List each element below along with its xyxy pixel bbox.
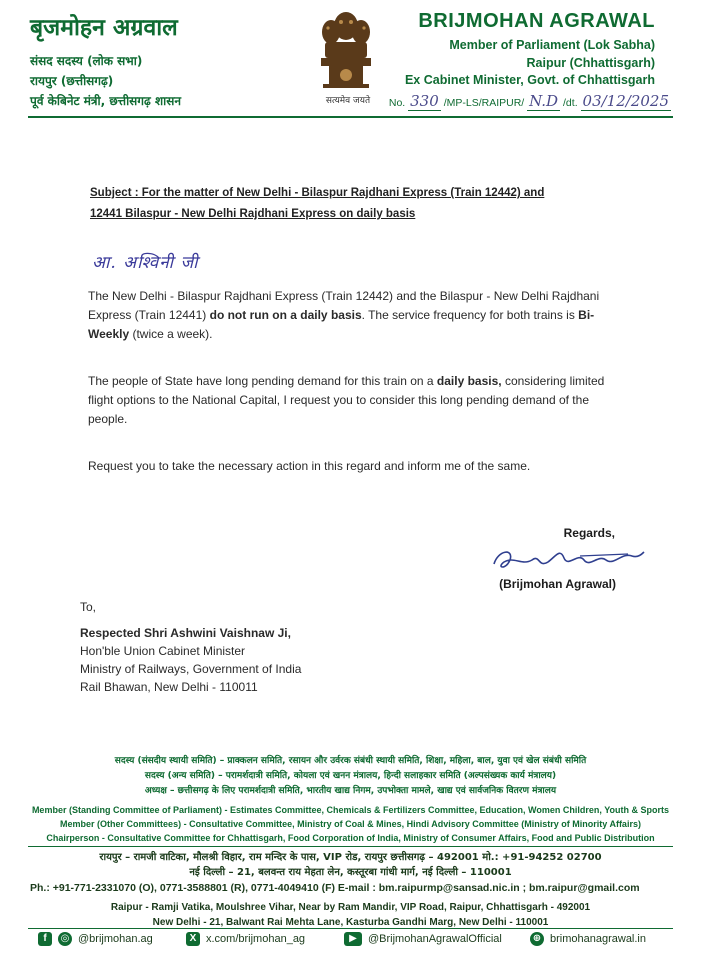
footer-english-committees	[0, 803, 701, 845]
signature-image	[488, 538, 648, 578]
ref-date-label: /dt.	[563, 97, 578, 109]
paragraph-2	[88, 372, 624, 429]
subject-line-1: Subject : For the matter of New Delhi - Bilaspur Rajdhani Express (Train 12442) and	[90, 187, 545, 199]
x-handle: x.com/brijmohan_ag	[206, 933, 306, 945]
english-designation-2: Raipur (Chhattisgarh)	[526, 56, 655, 70]
hindi-designation-1: संसद सदस्य (लोक सभा)	[30, 54, 143, 68]
social-x-link[interactable]	[186, 932, 305, 946]
hindi-name-heading: बृजमोहन अग्रवाल	[30, 15, 178, 41]
english-committee-1: Member (Standing Committee of Parliament) - Estimates Committee, Chemicals & Fertilizers Committee, Education, Women Children, Youth & Sports	[31, 805, 670, 815]
ref-nd: N.D	[529, 92, 559, 110]
recipient-line-2: Ministry of Railways, Government of India	[80, 662, 302, 676]
p2-text-a: The people of State have long pending demand for this train on a	[88, 374, 437, 388]
hindi-committee-2: सदस्य (अन्य समिति) – परामर्शदात्री समिति, कोयला एवं खनन मंत्रालय, हिन्दी सलाहकार समिति (अल्पसंख्यक कार्य मंत्रालय)	[144, 771, 557, 781]
subject-line-2: 12441 Bilaspur - New Delhi Rajdhani Express on daily basis	[90, 208, 416, 220]
hindi-committee-3: अध्यक्ष – छत्तीसगढ़ के लिए परामर्शदात्री समिति, भारतीय खाद्य निगम, उपभोक्ता मामले, खाद्य एवं सार्वजनिक वितरण मंत्रालय	[144, 786, 557, 796]
hindi-address-raipur: रायपुर – रामजी वाटिका, मौलश्री विहार, राम मन्दिर के पास, VIP रोड, रायपुर छत्तीसगढ़ – 492001 मो.: +91-94252 02700	[99, 852, 602, 863]
social-website-link[interactable]	[530, 932, 646, 946]
regards: Regards,	[563, 526, 615, 540]
x-icon: X	[186, 932, 200, 946]
hindi-committee-1: सदस्य (संसदीय स्थायी समिति) – प्राक्कलन समिति, रसायन और उर्वरक संबंधी स्थायी समिति, शिक्षा, महिला, बाल, युवा एवं खेल संबंधी समिति	[114, 756, 587, 766]
youtube-handle: @BrijmohanAgrawalOfficial	[368, 933, 502, 945]
hindi-address-delhi: नई दिल्ली – 21, बलवन्त राय मेहता लेन, कस्तूरबा गांधी मार्ग, नई दिल्ली – 110001	[189, 867, 512, 878]
p1-text-c: (twice a week).	[129, 327, 213, 341]
hindi-designation-2: रायपुर (छत्तीसगढ़)	[30, 74, 114, 88]
contact-phone-email: Ph.: +91-771-2331070 (O), 0771-3588801 (R), 0771-4049410 (F) E-mail : bm.raipurmp@sansad.nic.in ; bm.raipur@gmail.com	[30, 882, 640, 894]
recipient-line-1: Hon'ble Union Cabinet Minister	[80, 644, 246, 658]
header-divider	[28, 116, 673, 118]
paragraph-3: Request you to take the necessary action in this regard and inform me of the same.	[88, 459, 531, 473]
subject	[90, 183, 610, 225]
instagram-icon: ◎	[58, 932, 72, 946]
youtube-icon: ▶	[344, 932, 362, 946]
ref-suffix: /MP-LS/RAIPUR/	[443, 97, 525, 109]
p1-text-b: . The service frequency for both trains is	[361, 308, 579, 322]
hindi-designation-3: पूर्व केबिनेट मंत्री, छत्तीसगढ़ शासन	[30, 94, 182, 108]
english-designation-3: Ex Cabinet Minister, Govt. of Chhattisgarh	[404, 73, 655, 87]
p1-bold-a: do not run on a daily basis	[209, 308, 362, 322]
recipient-line-3: Rail Bhawan, New Delhi - 110011	[80, 680, 258, 694]
english-address-raipur: Raipur - Ramji Vatika, Moulshree Vihar, Near by Ram Mandir, VIP Road, Raipur, Chhattisgarh - 492001	[110, 902, 591, 913]
globe-icon: ⊕	[530, 932, 544, 946]
recipient-block	[80, 598, 301, 696]
hindi-address	[0, 850, 701, 880]
to-label: To,	[80, 600, 97, 614]
reference-number-line	[389, 92, 671, 110]
ref-no-label: No.	[388, 97, 406, 109]
english-address-delhi: New Delhi - 21, Balwant Rai Mehta Lane, Kasturba Gandhi Marg, New Delhi - 110001	[152, 917, 549, 928]
handwritten-salutation: आ. अश्विनी जी	[92, 253, 199, 273]
p2-text-b: considering limited flight options to the National Capital, I request you to consider this long pending demand of the people.	[88, 374, 605, 426]
english-committee-3: Chairperson - Consultative Committee for Chhattisgarh, Food Corporation of India, Ministry of Consumer Affairs, Food and Public Distribution	[46, 833, 655, 843]
english-designation-1: Member of Parliament (Lok Sabha)	[449, 38, 655, 52]
ref-date-value: 03/12/2025	[582, 92, 669, 110]
facebook-icon: f	[38, 932, 52, 946]
footer-hindi-committees	[0, 754, 701, 799]
p2-bold: daily basis,	[436, 374, 502, 388]
social-youtube-link[interactable]	[344, 932, 502, 946]
social-handle: @brijmohan.ag	[78, 933, 153, 945]
p1-text-a: The New Delhi - Bilaspur Rajdhani Express (Train 12442) and the Bilaspur - New Delhi Rajdhani Express (Train 12441)	[88, 289, 600, 322]
recipient-name: Respected Shri Ashwini Vaishnaw Ji,	[80, 626, 291, 640]
social-facebook-instagram[interactable]	[38, 932, 153, 946]
p1-bold-b: Bi-Weekly	[88, 308, 595, 341]
signatory-name: (Brijmohan Agrawal)	[499, 577, 616, 591]
paragraph-1	[88, 287, 624, 344]
english-committee-2: Member (Other Committees) - Consultative Committee, Ministry of Coal & Mines, Hindi Advisory Committee (Ministry of Minority Affairs)	[60, 819, 641, 829]
emblem-motto: सत्यमेव जयते	[325, 96, 371, 106]
footer-divider-1	[28, 846, 673, 847]
english-address	[0, 900, 701, 930]
footer-divider-2	[28, 928, 673, 929]
ref-no-value: 330	[410, 92, 439, 110]
english-name-heading: BRIJMOHAN AGRAWAL	[418, 10, 655, 32]
website-url: brimohanagrawal.in	[550, 933, 646, 945]
